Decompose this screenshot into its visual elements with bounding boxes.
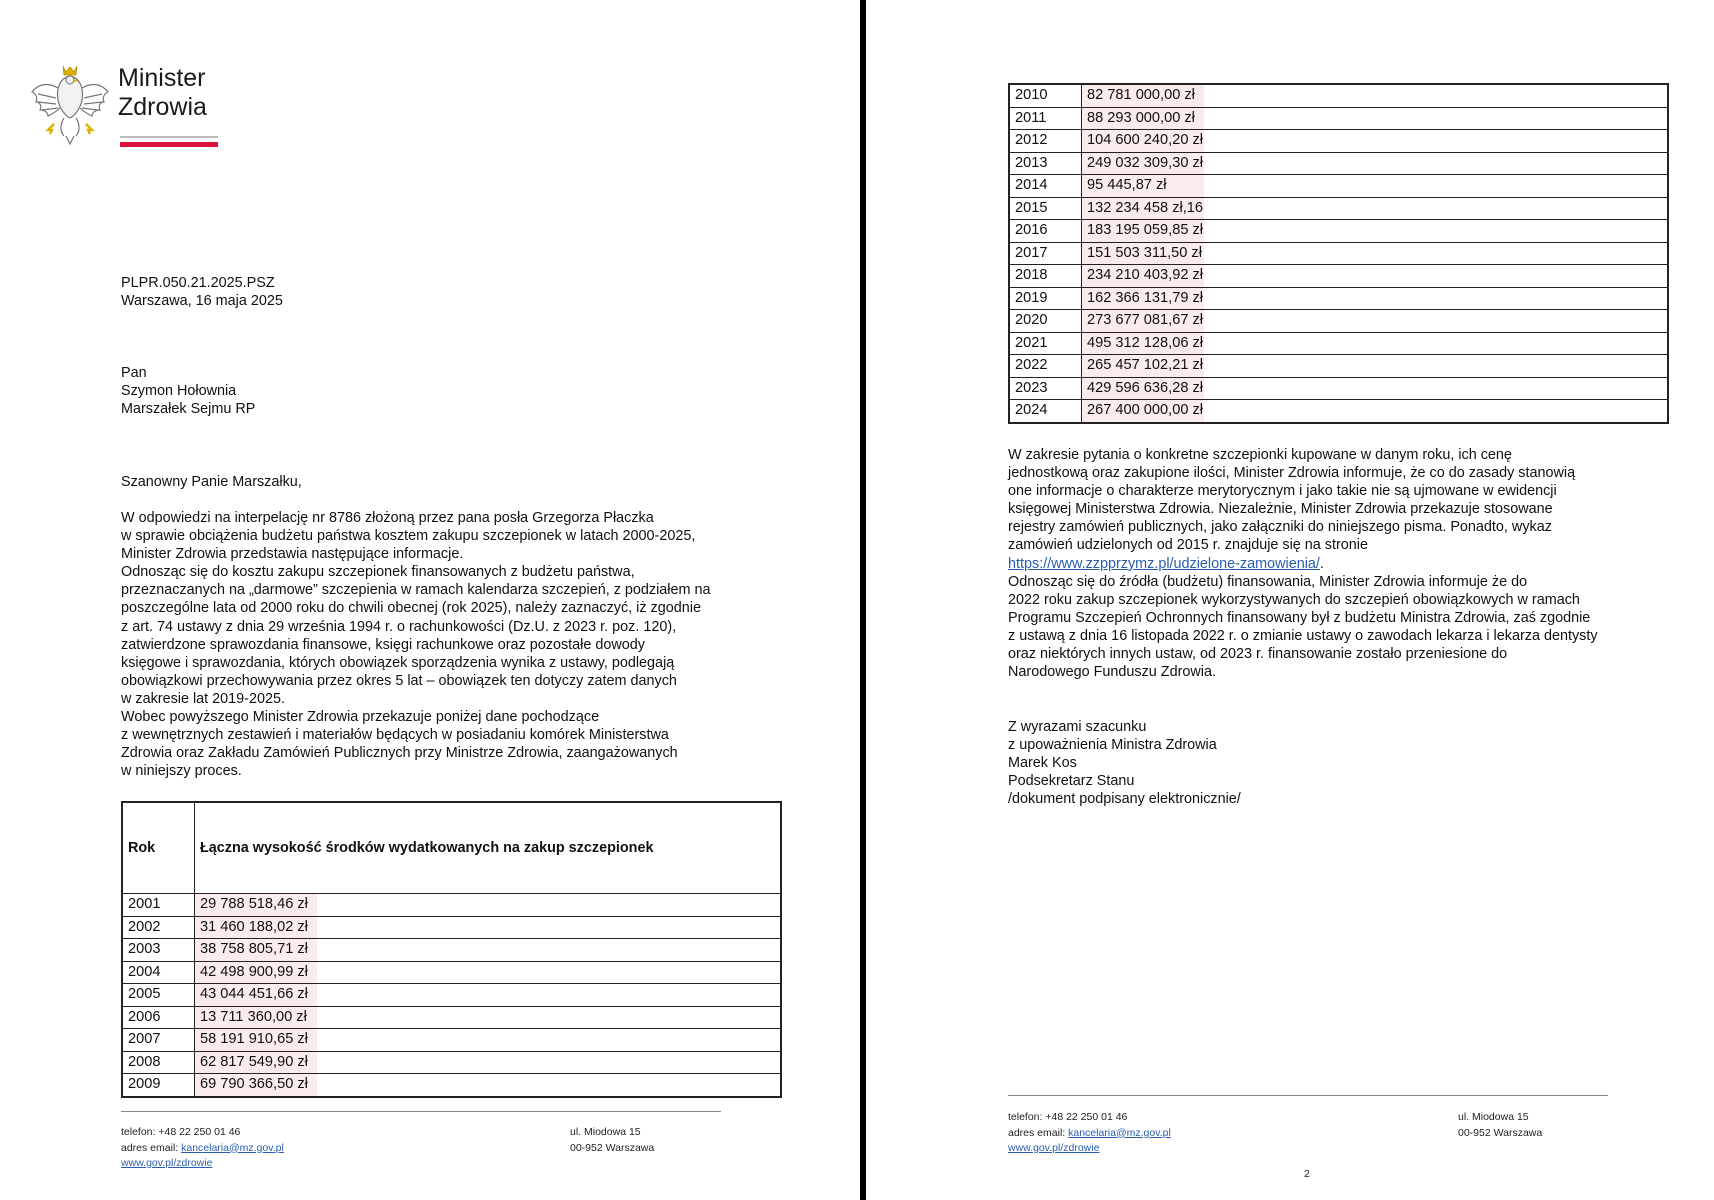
footer-rule xyxy=(121,1111,721,1112)
body-line: przeznaczanych na „darmowe” szczepienia w ramach kalendarza szczepień, z podziałem na xyxy=(121,582,711,599)
table-row xyxy=(1009,355,1668,378)
signature-line: Podsekretarz Stanu xyxy=(1008,773,1135,790)
amount-cell xyxy=(1082,84,1669,107)
table-row xyxy=(122,916,781,939)
reference-block xyxy=(121,274,283,310)
amount-value: 495 312 128,06 zł xyxy=(1082,333,1204,355)
year-cell: 2006 xyxy=(122,1006,195,1029)
amount-cell xyxy=(1082,400,1669,423)
document-page-2 xyxy=(866,0,1714,1200)
amount-cell xyxy=(195,1006,782,1029)
footer-city: 00-952 Warszawa xyxy=(1458,1126,1543,1139)
amount-cell xyxy=(1082,220,1669,243)
amount-value: 273 677 081,67 zł xyxy=(1082,310,1204,332)
table-row xyxy=(1009,265,1668,288)
year-cell: 2020 xyxy=(1009,310,1082,333)
amount-cell xyxy=(195,939,782,962)
body-line: Zdrowia oraz Zakładu Zamówień Publicznych przy Ministrze Zdrowia, zaangażowanych xyxy=(121,745,678,762)
year-cell: 2015 xyxy=(1009,197,1082,220)
table-row xyxy=(122,984,781,1007)
footer-contact xyxy=(121,1125,284,1172)
body-line: oraz niektórych innych ustaw, od 2023 r. finansowanie zostało przeniesione do xyxy=(1008,646,1508,663)
signature-line: /dokument podpisany elektronicznie/ xyxy=(1008,791,1241,808)
year-cell: 2002 xyxy=(122,916,195,939)
amount-value: 95 445,87 zł xyxy=(1082,175,1204,197)
footer-phone: telefon: +48 22 250 01 46 xyxy=(1008,1111,1128,1123)
body-line: W odpowiedzi na interpelację nr 8786 złożoną przez pana posła Grzegorza Płaczka xyxy=(121,510,654,526)
year-cell: 2016 xyxy=(1009,220,1082,243)
table-row xyxy=(1009,197,1668,220)
body-line: z wewnętrznych zestawień i materiałów będących w posiadaniu komórek Ministerstwa xyxy=(121,727,669,744)
footer-street: ul. Miodowa 15 xyxy=(570,1126,641,1138)
amount-value: 234 210 403,92 zł xyxy=(1082,265,1204,287)
amount-cell xyxy=(1082,287,1669,310)
year-cell: 2021 xyxy=(1009,332,1082,355)
amount-value: 62 817 549,90 zł xyxy=(195,1052,317,1074)
addressee-line: Szymon Hołownia xyxy=(121,383,237,400)
amount-value: 183 195 059,85 zł xyxy=(1082,220,1204,242)
year-cell: 2007 xyxy=(122,1029,195,1052)
footer-website-link[interactable]: www.gov.pl/zdrowie xyxy=(121,1157,213,1169)
amount-cell xyxy=(1082,197,1669,220)
footer-email-label: adres email: xyxy=(1008,1126,1069,1139)
amount-value: 69 790 366,50 zł xyxy=(195,1074,317,1096)
year-cell: 2017 xyxy=(1009,242,1082,265)
header-year: Rok xyxy=(122,802,195,894)
amount-cell xyxy=(1082,130,1669,153)
amount-value: 82 781 000,00 zł xyxy=(1082,85,1204,107)
body-line: rejestry zamówień publicznych, jako załączniki do niniejszego pisma. Ponadto, wykaz xyxy=(1008,519,1552,536)
amount-value: 249 032 309,30 zł xyxy=(1082,153,1204,175)
year-cell: 2013 xyxy=(1009,152,1082,175)
logo-rule-red xyxy=(120,142,218,147)
table-row xyxy=(122,1051,781,1074)
reference-number: PLPR.050.21.2025.PSZ xyxy=(121,275,275,291)
table-header-row xyxy=(122,802,781,894)
year-cell: 2024 xyxy=(1009,400,1082,423)
amount-value: 38 758 805,71 zł xyxy=(195,939,317,961)
amount-cell xyxy=(1082,175,1669,198)
year-cell: 2008 xyxy=(122,1051,195,1074)
body-line: w niniejszy proces. xyxy=(121,763,242,780)
body-line: Odnosząc się do źródła (budżetu) finansowania, Minister Zdrowia informuje że do xyxy=(1008,573,1528,590)
table-row xyxy=(1009,175,1668,198)
table-row xyxy=(122,1029,781,1052)
year-cell: 2011 xyxy=(1009,107,1082,130)
table-row xyxy=(122,939,781,962)
year-cell: 2012 xyxy=(1009,130,1082,153)
amount-cell xyxy=(195,894,782,917)
footer-email-line xyxy=(121,1141,284,1157)
link-suffix: . xyxy=(1319,555,1324,572)
amount-value: 31 460 188,02 zł xyxy=(195,917,317,939)
addressee-line: Marszałek Sejmu RP xyxy=(121,401,256,418)
year-cell: 2009 xyxy=(122,1074,195,1097)
footer-address xyxy=(1458,1110,1542,1141)
table-row xyxy=(1009,220,1668,243)
footer-address xyxy=(570,1125,654,1156)
vaccine-budget-table-part-1 xyxy=(121,801,782,1098)
logo-rule-grey xyxy=(120,136,218,138)
logo-line-1: Minister xyxy=(118,64,206,92)
footer-street: ul. Miodowa 15 xyxy=(1458,1111,1529,1123)
logo-text xyxy=(118,64,207,122)
amount-cell xyxy=(1082,377,1669,400)
amount-cell xyxy=(1082,152,1669,175)
addressee-line: Pan xyxy=(121,365,147,381)
table-row xyxy=(1009,152,1668,175)
table-row xyxy=(1009,107,1668,130)
year-cell: 2010 xyxy=(1009,84,1082,107)
footer-website-line xyxy=(121,1156,284,1172)
signature-block xyxy=(1008,718,1241,808)
amount-value: 162 366 131,79 zł xyxy=(1082,288,1204,310)
body-line: Odnosząc się do kosztu zakupu szczepionek finansowanych z budżetu państwa, xyxy=(121,564,635,581)
tenders-link[interactable]: https://www.zzpprzymz.pl/udzielone-zamowienia/ xyxy=(1008,555,1320,572)
body-line: poszczególne lata od 2000 roku do chwili obecnej (rok 2025), należy zaznaczyć, iż zgodnie xyxy=(121,600,701,617)
eagle-emblem-icon xyxy=(30,58,110,148)
table-row xyxy=(122,1006,781,1029)
amount-value: 13 711 360,00 zł xyxy=(195,1007,317,1029)
year-cell: 2019 xyxy=(1009,287,1082,310)
footer-email-label: adres email: xyxy=(121,1141,182,1154)
body-line: z ustawą z dnia 16 listopada 2022 r. o zmianie ustawy o zawodach lekarza i lekarza dentysty xyxy=(1008,627,1598,644)
footer-email-link[interactable]: kancelaria@mz.gov.pl xyxy=(181,1141,284,1154)
table-row xyxy=(122,961,781,984)
body-line: zamówień udzielonych od 2015 r. znajduje się na stronie xyxy=(1008,537,1368,554)
footer-contact xyxy=(1008,1110,1171,1157)
body-line: W zakresie pytania o konkretne szczepionki kupowane w danym roku, ich cenę xyxy=(1008,447,1512,463)
year-cell: 2004 xyxy=(122,961,195,984)
amount-cell xyxy=(195,961,782,984)
amount-cell xyxy=(195,1074,782,1097)
page2-paragraph-1 xyxy=(1008,446,1598,681)
year-cell: 2014 xyxy=(1009,175,1082,198)
amount-cell xyxy=(1082,355,1669,378)
body-line: Wobec powyższego Minister Zdrowia przekazuje poniżej dane pochodzące xyxy=(121,709,600,726)
amount-cell xyxy=(1082,332,1669,355)
body-text xyxy=(121,509,711,780)
footer-email-line xyxy=(1008,1126,1171,1142)
body-line: księgowej Ministerstwa Zdrowia. Niezależnie, Minister Zdrowia przekazuje stosowane xyxy=(1008,501,1553,518)
amount-value: 267 400 000,00 zł xyxy=(1082,400,1204,422)
logo-line-2: Zdrowia xyxy=(118,93,207,121)
salutation xyxy=(121,473,302,491)
header-amount: Łączna wysokość środków wydatkowanych na zakup szczepionek xyxy=(195,802,782,894)
year-cell: 2022 xyxy=(1009,355,1082,378)
body-line: w sprawie obciążenia budżetu państwa kosztem zakupu szczepionek w latach 2000-2025, xyxy=(121,528,696,545)
body-line: one informacje o charakterze merytorycznym i jako takie nie są ujmowane w ewidencji xyxy=(1008,483,1557,500)
addressee-block xyxy=(121,364,255,418)
amount-value: 88 293 000,00 zł xyxy=(1082,108,1204,130)
year-cell: 2005 xyxy=(122,984,195,1007)
signature-line: z upoważnienia Ministra Zdrowia xyxy=(1008,737,1217,754)
body-line: w zakresie lat 2019-2025. xyxy=(121,690,285,707)
year-cell: 2001 xyxy=(122,894,195,917)
table-row xyxy=(1009,400,1668,423)
amount-cell xyxy=(195,916,782,939)
body-line: księgowe i sprawozdania, których obowiązek sporządzenia wynika z ustawy, podlegają xyxy=(121,654,675,671)
amount-value: 42 498 900,99 zł xyxy=(195,962,317,984)
amount-value: 43 044 451,66 zł xyxy=(195,984,317,1006)
amount-value: 104 600 240,20 zł xyxy=(1082,130,1204,152)
table-row xyxy=(122,1074,781,1097)
footer-rule xyxy=(1008,1095,1608,1096)
body-line: Minister Zdrowia przedstawia następujące informacje. xyxy=(121,546,464,563)
body-line: obowiązkowi przechowywania przez okres 5 lat – obowiązek ten dotyczy zatem danych xyxy=(121,672,677,689)
amount-cell xyxy=(195,1051,782,1074)
vaccine-budget-table-part-2 xyxy=(1008,83,1669,424)
link-line xyxy=(1008,555,1598,573)
amount-cell xyxy=(1082,310,1669,333)
amount-value: 132 234 458 zł,16 xyxy=(1082,198,1204,220)
signature-line: Marek Kos xyxy=(1008,755,1077,772)
table-row xyxy=(1009,84,1668,107)
amount-cell xyxy=(1082,265,1669,288)
amount-cell xyxy=(195,1029,782,1052)
amount-value: 58 191 910,65 zł xyxy=(195,1029,317,1051)
amount-cell xyxy=(1082,107,1669,130)
body-line: Programu Szczepień Ochronnych finansowany był z budżetu Ministra Zdrowia, zaś zgodnie xyxy=(1008,609,1591,626)
amount-cell xyxy=(1082,242,1669,265)
body-line: zatwierdzone sprawozdania finansowe, księgi rachunkowe oraz pozostałe dowody xyxy=(121,636,645,653)
footer-website-line xyxy=(1008,1141,1171,1157)
year-cell: 2003 xyxy=(122,939,195,962)
salutation-text: Szanowny Panie Marszałku, xyxy=(121,474,302,490)
body-line: Narodowego Funduszu Zdrowia. xyxy=(1008,664,1216,681)
amount-value: 151 503 311,50 zł xyxy=(1082,243,1204,265)
footer-phone: telefon: +48 22 250 01 46 xyxy=(121,1126,241,1138)
footer-email-link[interactable]: kancelaria@mz.gov.pl xyxy=(1068,1126,1171,1139)
table-row xyxy=(122,894,781,917)
body-line: 2022 roku zakup szczepionek wykorzystywanych do szczepień obowiązkowych w ramach xyxy=(1008,591,1580,608)
footer-website-link[interactable]: www.gov.pl/zdrowie xyxy=(1008,1142,1100,1154)
body-line: jednostkową oraz zakupione ilości, Minister Zdrowia informuje, że co do zasady stanowią xyxy=(1008,465,1576,482)
table-row xyxy=(1009,310,1668,333)
amount-value: 265 457 102,21 zł xyxy=(1082,355,1204,377)
place-date: Warszawa, 16 maja 2025 xyxy=(121,293,283,310)
signature-line: Z wyrazami szacunku xyxy=(1008,719,1147,735)
body-line: z art. 74 ustawy z dnia 29 września 1994 r. o rachunkowości (Dz.U. z 2023 r. poz. 120), xyxy=(121,618,677,635)
amount-value: 429 596 636,28 zł xyxy=(1082,378,1204,400)
ministry-logo xyxy=(30,58,220,148)
page-number: 2 xyxy=(1304,1168,1310,1180)
table-row xyxy=(1009,287,1668,310)
year-cell: 2018 xyxy=(1009,265,1082,288)
year-cell: 2023 xyxy=(1009,377,1082,400)
amount-value: 29 788 518,46 zł xyxy=(195,894,317,916)
amount-cell xyxy=(195,984,782,1007)
table-row xyxy=(1009,242,1668,265)
table-row xyxy=(1009,332,1668,355)
table-row xyxy=(1009,377,1668,400)
table-row xyxy=(1009,130,1668,153)
footer-city: 00-952 Warszawa xyxy=(570,1141,655,1154)
